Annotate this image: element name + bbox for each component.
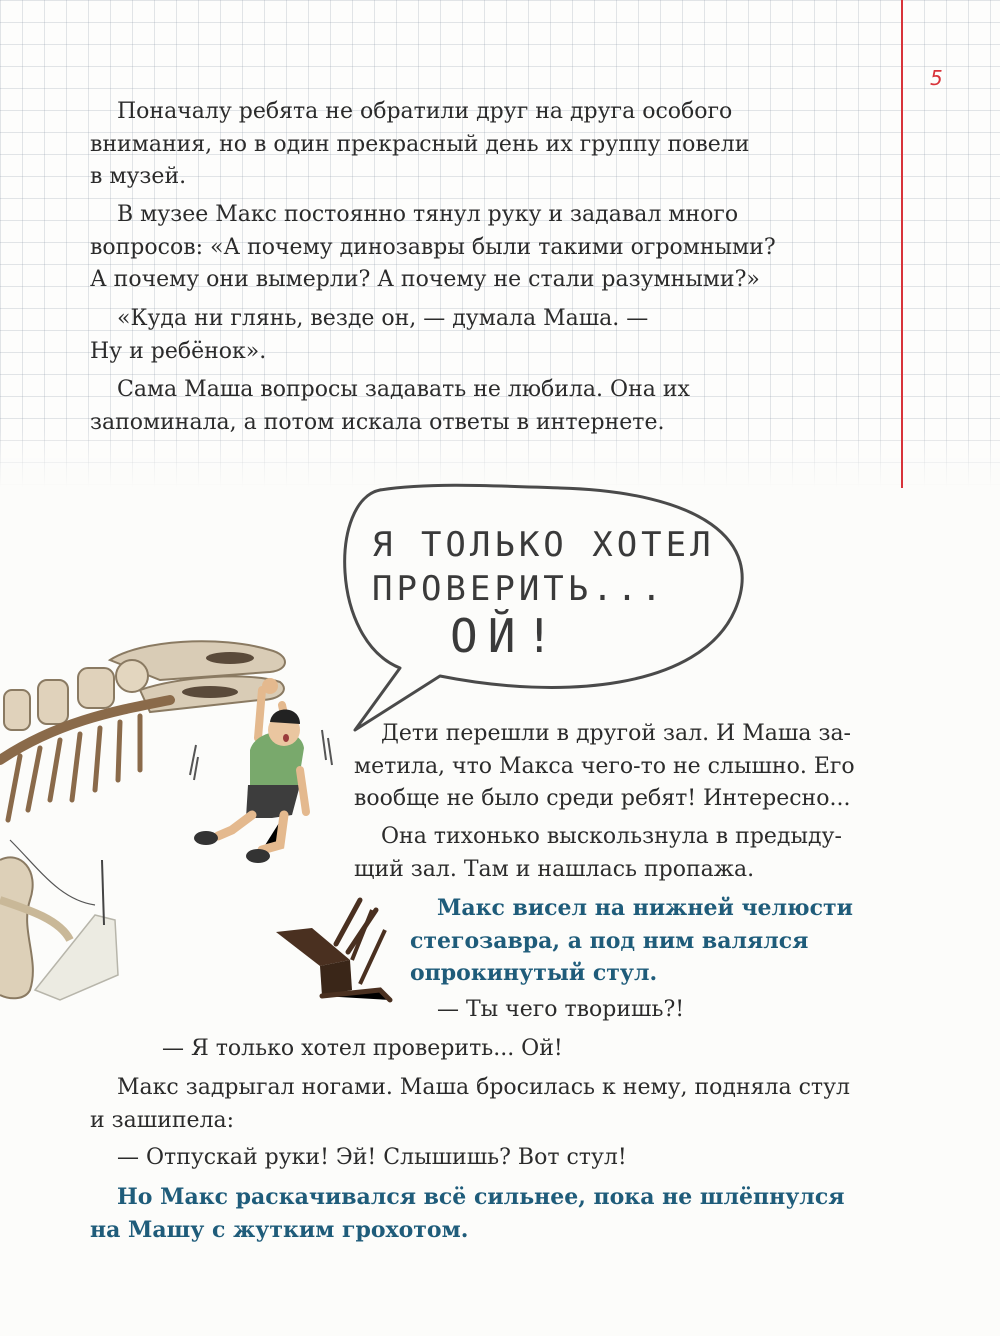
display-case bbox=[35, 915, 118, 1000]
paragraph-4: Сама Маша вопросы задавать не любила. Она их запоминала, а потом искала ответы в интернете. bbox=[90, 377, 690, 435]
paragraph-1: Поначалу ребята не обратили друг на друга особого внимания, но в один прекрасный день их группу повели в музей. bbox=[90, 99, 750, 189]
speech-line-2: ПРОВЕРИТЬ... bbox=[372, 569, 666, 609]
paragraph-5: Дети перешли в другой зал. И Маша за- метила, что Макса чего-то не слышно. Его вообще не было среди ребят! Интересно... bbox=[354, 721, 855, 811]
paragraph-2: В музее Макс постоянно тянул руку и задавал много вопросов: «А почему динозавры были такими огромными? А почему они вымерли? А почему не стали разумными?» bbox=[90, 202, 776, 292]
page-number: 5 bbox=[930, 66, 943, 90]
dialog-line-1: — Ты чего творишь?! bbox=[437, 997, 685, 1022]
paragraph-3: «Куда ни глянь, везде он, — думала Маша. — Ну и ребёнок». bbox=[90, 306, 649, 364]
dialog-line-3: — Отпускай руки! Эй! Слышишь? Вот стул! bbox=[117, 1145, 627, 1170]
paragraph-6: Она тихонько выскользнула в предыду- щий зал. Там и нашлась пропажа. bbox=[354, 824, 842, 882]
highlight-paragraph-2: Но Макс раскачивался всё сильнее, пока не шлёпнулся на Машу с жутким грохотом. bbox=[90, 1184, 845, 1243]
overturned-chair-icon bbox=[276, 900, 390, 1000]
speech-line-3: ОЙ! bbox=[450, 609, 564, 663]
paragraph-7: Макс задрыгал ногами. Маша бросилась к нему, подняла стул и зашипела: bbox=[90, 1075, 850, 1133]
highlight-paragraph-1: Макс висел на нижней челюсти стегозавра, а под ним валялся опрокинутый стул. bbox=[410, 895, 853, 986]
dialog-line-2: — Я только хотел проверить... Ой! bbox=[162, 1036, 563, 1061]
speech-line-1: Я ТОЛЬКО ХОТЕЛ bbox=[372, 525, 715, 565]
